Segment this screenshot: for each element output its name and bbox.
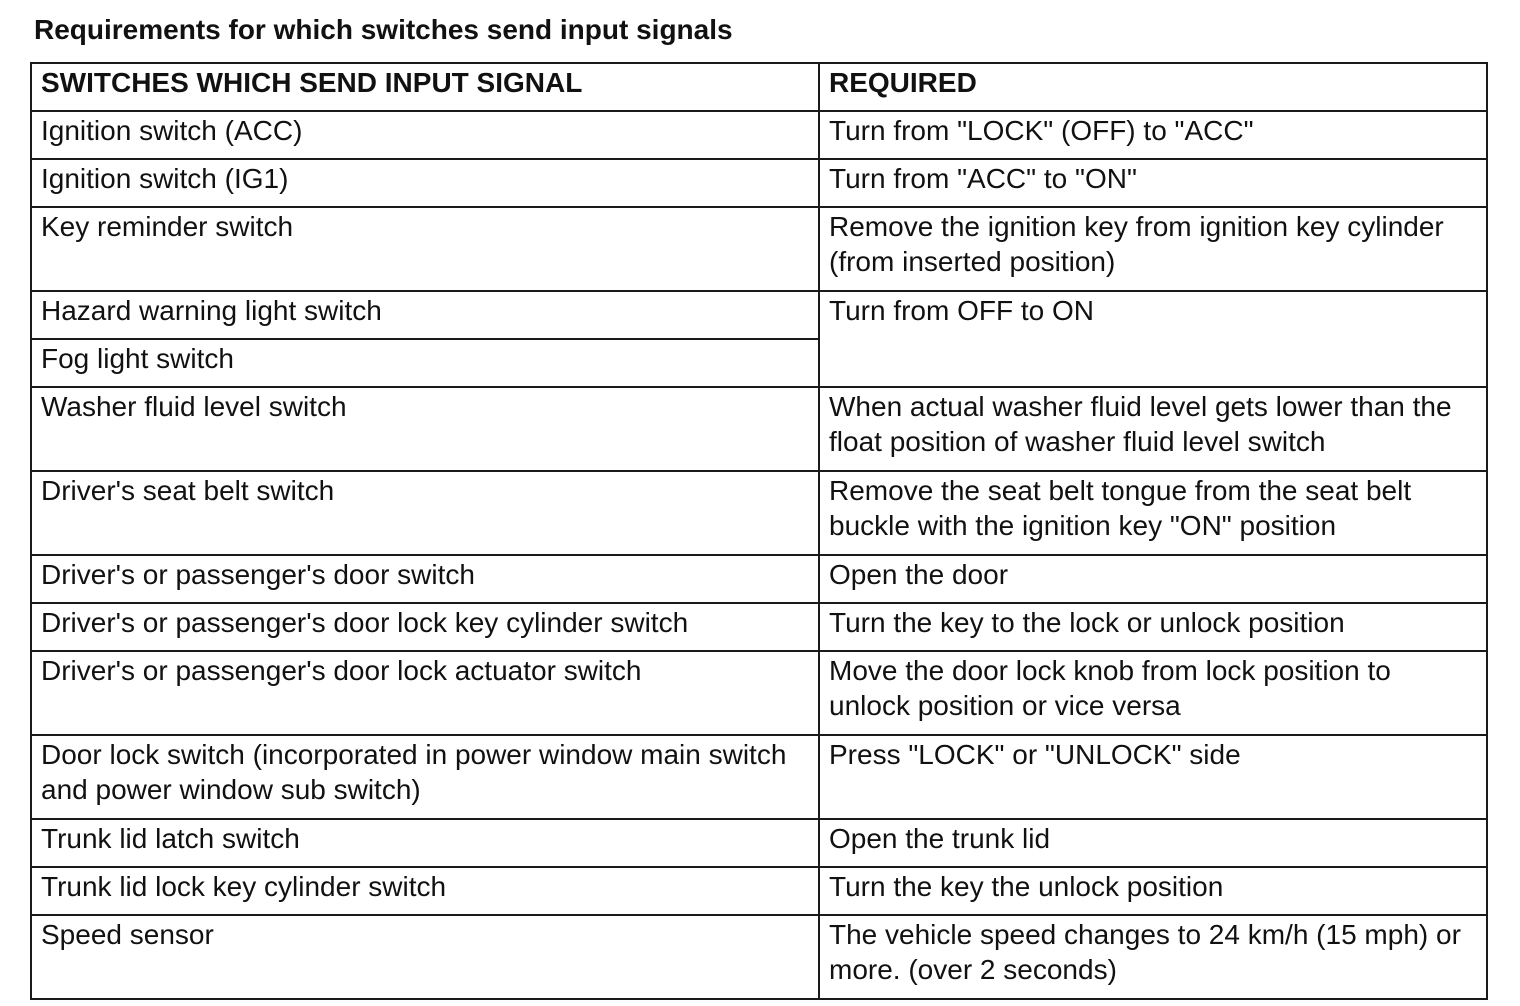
table-row <box>31 867 1487 915</box>
required-cell: Move the door lock knob from lock position to unlock position or vice versa <box>819 651 1487 735</box>
table-row <box>31 603 1487 651</box>
required-cell: Remove the ignition key from ignition key cylinder (from inserted position) <box>819 207 1487 291</box>
table-row <box>31 291 1487 339</box>
required-cell: Open the trunk lid <box>819 819 1487 867</box>
required-cell: Open the door <box>819 555 1487 603</box>
required-cell: Turn from "LOCK" (OFF) to "ACC" <box>819 111 1487 159</box>
required-cell: Press "LOCK" or "UNLOCK" side <box>819 735 1487 819</box>
column-header-switches: SWITCHES WHICH SEND INPUT SIGNAL <box>31 63 819 111</box>
requirements-table <box>30 62 1488 1000</box>
switch-cell: Hazard warning light switch <box>31 291 819 339</box>
switch-cell: Trunk lid lock key cylinder switch <box>31 867 819 915</box>
table-row <box>31 159 1487 207</box>
switch-cell: Trunk lid latch switch <box>31 819 819 867</box>
switch-cell: Door lock switch (incorporated in power window main switch and power window sub switch) <box>31 735 819 819</box>
switch-cell: Driver's or passenger's door lock key cylinder switch <box>31 603 819 651</box>
table-row <box>31 207 1487 291</box>
table-row <box>31 735 1487 819</box>
switch-cell: Key reminder switch <box>31 207 819 291</box>
document-title: Requirements for which switches send input signals <box>34 14 733 45</box>
switch-cell: Ignition switch (IG1) <box>31 159 819 207</box>
switch-cell: Driver's or passenger's door lock actuator switch <box>31 651 819 735</box>
required-cell: Turn the key to the lock or unlock position <box>819 603 1487 651</box>
required-cell: Turn from "ACC" to "ON" <box>819 159 1487 207</box>
column-header-required: REQUIRED <box>819 63 1487 111</box>
required-cell: When actual washer fluid level gets lower than the float position of washer fluid level switch <box>819 387 1487 471</box>
switch-cell: Fog light switch <box>31 339 819 387</box>
switch-cell: Speed sensor <box>31 915 819 999</box>
table-row <box>31 471 1487 555</box>
table-row <box>31 651 1487 735</box>
required-cell: Remove the seat belt tongue from the seat belt buckle with the ignition key "ON" position <box>819 471 1487 555</box>
table-row <box>31 819 1487 867</box>
table-row <box>31 915 1487 999</box>
switch-cell: Driver's or passenger's door switch <box>31 555 819 603</box>
required-cell: Turn from OFF to ON <box>819 291 1487 387</box>
required-cell: Turn the key the unlock position <box>819 867 1487 915</box>
switch-cell: Ignition switch (ACC) <box>31 111 819 159</box>
table-row <box>31 111 1487 159</box>
table-header-row <box>31 63 1487 111</box>
required-cell: The vehicle speed changes to 24 km/h (15 mph) or more. (over 2 seconds) <box>819 915 1487 999</box>
switch-cell: Washer fluid level switch <box>31 387 819 471</box>
switch-cell: Driver's seat belt switch <box>31 471 819 555</box>
table-row <box>31 387 1487 471</box>
table-row <box>31 555 1487 603</box>
